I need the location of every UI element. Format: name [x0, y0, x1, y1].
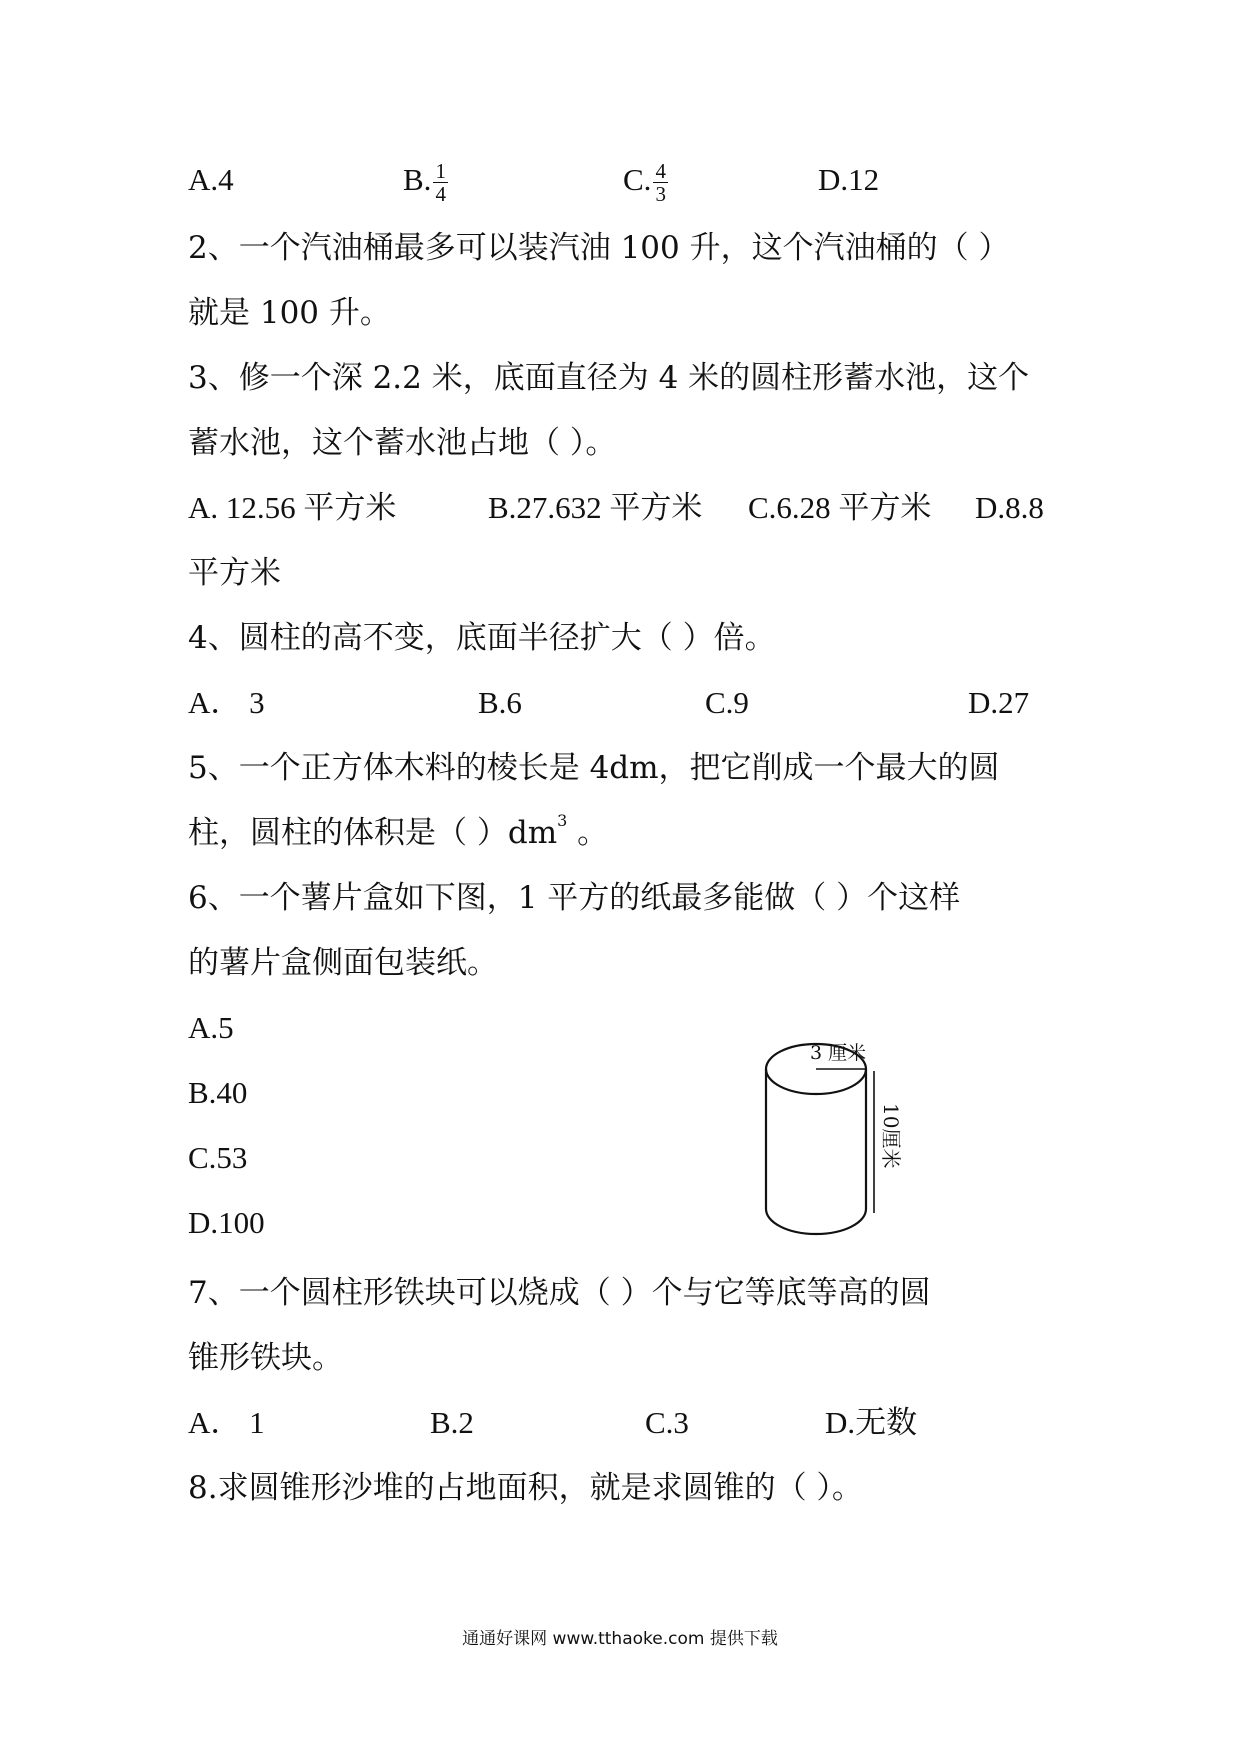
q2-line-2: 就是 100 升。 [188, 295, 391, 331]
q1-option-c-fraction [653, 160, 668, 205]
q7-option-d: D.无数 [825, 1405, 918, 1440]
q5-line-2-end: 。 [567, 815, 609, 851]
q3-option-d-continued: 平方米 [188, 555, 281, 591]
q4-option-c: C.9 [705, 685, 749, 720]
page-footer: 通通好课网 www.tthaoke.com 提供下载 [462, 1629, 778, 1649]
cubic-superscript: 3 [557, 811, 568, 830]
fraction-numerator: 1 [435, 159, 446, 184]
q4-option-d: D.27 [968, 685, 1030, 720]
q1-option-b-fraction [433, 160, 448, 205]
q3-line-1: 3、修一个深 2.2 米，底面直径为 4 米的圆柱形蓄水池，这个 [188, 360, 1030, 396]
q4-line-1: 4、圆柱的高不变，底面半径扩大（ ）倍。 [188, 620, 776, 656]
q6-option-c: C.53 [188, 1140, 248, 1175]
q7-line-2: 锥形铁块。 [188, 1340, 343, 1376]
q4-option-a: A． 3 [188, 685, 265, 720]
q6-option-b: B.40 [188, 1075, 248, 1110]
q5-line-2-text: 柱，圆柱的体积是（ ）dm [188, 815, 558, 851]
q7-option-b: B.2 [430, 1405, 474, 1440]
q3-option-c: C.6.28 平方米 [748, 490, 932, 525]
q1-option-b [403, 160, 448, 205]
q6-option-a: A.5 [188, 1010, 234, 1045]
q7-option-a: A． 1 [188, 1405, 265, 1440]
q5-line-2 [188, 813, 608, 853]
q3-option-d: D.8.8 [975, 490, 1044, 525]
q8-line-1: 8.求圆锥形沙堆的占地面积，就是求圆锥的（ ）。 [188, 1470, 863, 1506]
q3-option-b: B.27.632 平方米 [488, 490, 703, 525]
q1-option-d: D.12 [818, 162, 880, 197]
fraction-denominator: 4 [435, 182, 446, 207]
fraction-numerator: 4 [655, 159, 666, 184]
q2-line-1: 2、一个汽油桶最多可以装汽油 100 升，这个汽油桶的（ ） [188, 230, 1010, 266]
q4-option-b: B.6 [478, 685, 522, 720]
q6-option-d: D.100 [188, 1205, 265, 1240]
q7-option-c: C.3 [645, 1405, 689, 1440]
q1-option-a: A.4 [188, 162, 234, 197]
q1-option-c-prefix: C. [623, 162, 652, 197]
radius-label: 3 厘米 [810, 1042, 867, 1064]
cylinder-figure [760, 1035, 920, 1245]
q7-line-1: 7、一个圆柱形铁块可以烧成（ ）个与它等底等高的圆 [188, 1275, 931, 1311]
height-label: 10厘米 [879, 1103, 903, 1169]
cylinder-bottom-arc [766, 1209, 866, 1234]
q1-option-c [623, 160, 668, 205]
q3-line-2: 蓄水池，这个蓄水池占地（ ）。 [188, 425, 617, 461]
q1-option-b-prefix: B. [403, 162, 432, 197]
fraction-denominator: 3 [655, 182, 666, 207]
q3-option-a: A. 12.56 平方米 [188, 490, 397, 525]
q5-line-1: 5、一个正方体木料的棱长是 4dm，把它削成一个最大的圆 [188, 750, 1000, 786]
q6-line-1: 6、一个薯片盒如下图，1 平方的纸最多能做（ ）个这样 [188, 880, 961, 916]
q6-line-2: 的薯片盒侧面包装纸。 [188, 945, 498, 981]
